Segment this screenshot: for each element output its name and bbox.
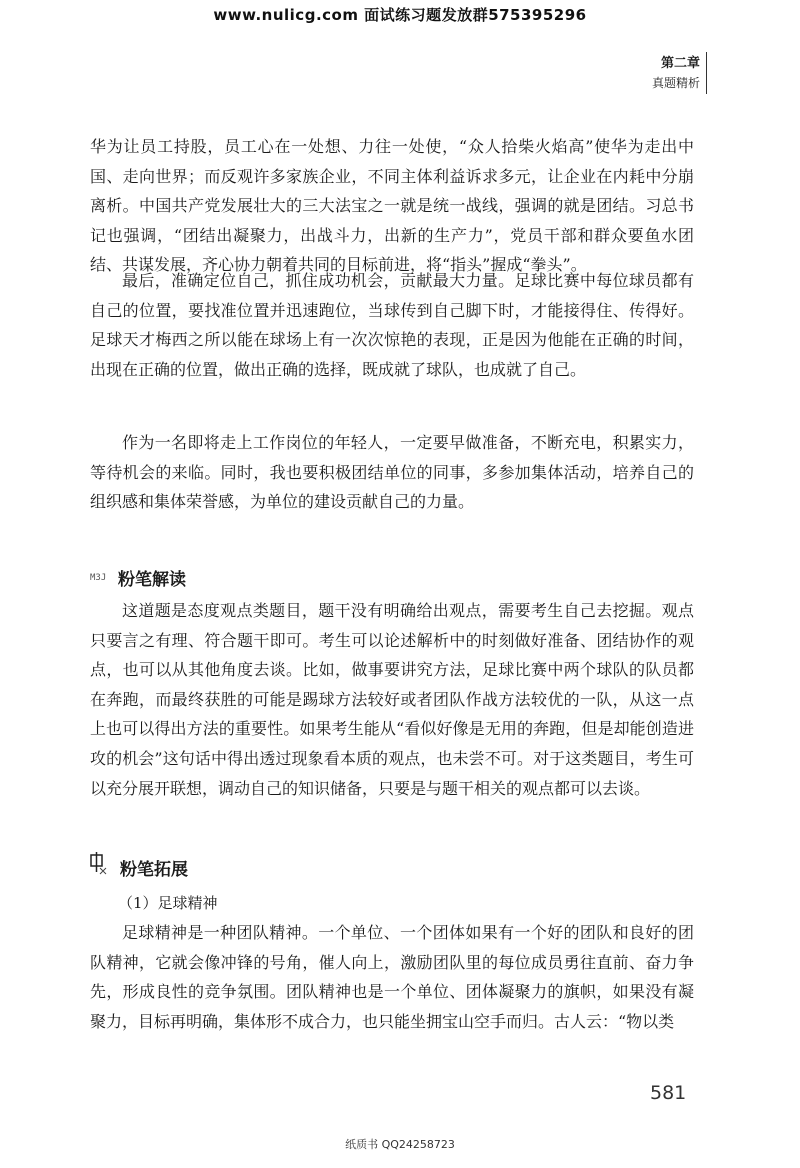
expand-paragraph: 足球精神是一种团队精神。一个单位、一个团体如果有一个好的团队和良好的团队精神，它就会像冲锋的号角，催人向上，激励团队里的每位成员勇往直前、奋力争先，形成良性的竞争氛围。团队精神也是一个单位、团体凝聚力的旗帜，如果没有凝聚力，目标再明确，集体形不成合力，也只能坐拥宝山空手而归。古人云：“物以类 bbox=[90, 923, 694, 1031]
page-number: 581 bbox=[650, 1082, 687, 1104]
reading-section-icon: M3J bbox=[90, 573, 107, 583]
section-label: 真题精析 bbox=[651, 76, 700, 90]
reading-section-title: 粉笔解读 bbox=[118, 570, 186, 590]
expand-section-icon bbox=[90, 852, 108, 876]
top-banner: www.nulicg.com 面试练习题发放群575395296 bbox=[213, 6, 587, 24]
reading-paragraph: 这道题是态度观点类题目，题干没有明确给出观点，需要考生自己去挖掘。观点只要言之有理、符合题干即可。考生可以论述解析中的时刻做好准备、团结协作的观点，也可以从其他角度去谈。比如，做事要讲究方法，足球比赛中两个球队的队员都在奔跑，而最终获胜的可能是踢球方法较好或者团队作战方法较优的一队，从这一点上也可以得出方法的重要性。如果考生能从“看似好像是无用的奔跑，但是却能创造进攻的机会”这句话中得出透过现象看本质的观点，也未尝不可。对于这类题目，考生可以充分展开联想，调动自己的知识储备，只要是与题干相关的观点都可以去谈。 bbox=[90, 601, 694, 798]
expand-subheading: （1）足球精神 bbox=[118, 894, 218, 912]
expand-section-title: 粉笔拓展 bbox=[120, 860, 188, 880]
paragraph-unity: 华为让员工持股，员工心在一处想、力往一处使，“众人拾柴火焰高”使华为走出中国、走向世界；而反观许多家族企业，不同主体利益诉求多元，让企业在内耗中分崩离析。中国共产党发展壮大的三大法宝之一就是统一战线，强调的就是团结。习总书记也强调，“团结出凝聚力，出战斗力，出新的生产力”，党员干部和群众要鱼水团结、共谋发展，齐心协力朝着共同的目标前进，将“指头”握成“拳头”。 bbox=[90, 137, 694, 275]
paragraph-conclusion: 作为一名即将走上工作岗位的年轻人，一定要早做准备，不断充电，积累实力，等待机会的来临。同时，我也要积极团结单位的同事，多参加集体活动，培养自己的组织感和集体荣誉感，为单位的建设贡献自己的力量。 bbox=[90, 433, 694, 512]
header-divider bbox=[706, 52, 707, 94]
footer-note: 纸质书 QQ24258723 bbox=[345, 1138, 455, 1151]
paragraph-positioning: 最后，准确定位自己，抓住成功机会，贡献最大力量。足球比赛中每位球员都有自己的位置，要找准位置并迅速跑位，当球传到自己脚下时，才能接得住、传得好。足球天才梅西之所以能在球场上有一次次惊艳的表现，正是因为他能在正确的时间，出现在正确的位置，做出正确的选择，既成就了球队，也成就了自己。 bbox=[90, 271, 694, 379]
chapter-label: 第二章 bbox=[660, 56, 700, 71]
